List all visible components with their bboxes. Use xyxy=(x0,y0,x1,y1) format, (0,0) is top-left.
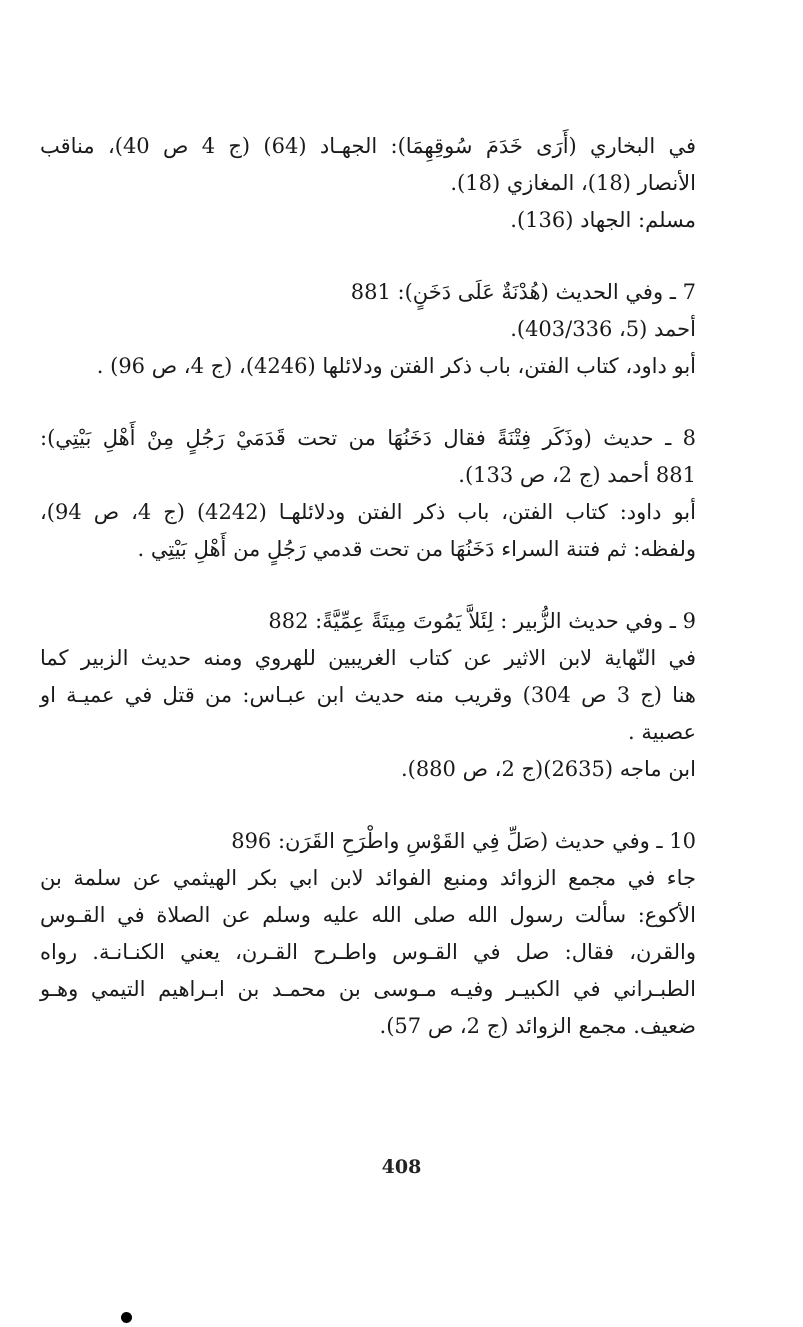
text-line: الأكوع: سألت رسول الله صلى الله عليه وسلم عن الصلاة في القـوس xyxy=(40,903,696,927)
text-line: 8 ـ حديث (وذَكَر فِتْنَةً فقال دَخَنُهَا من تحت قَدَمَيْ رَجُلٍ مِنْ أَهْلِ بَيْتِي): xyxy=(40,426,696,450)
text-line: في البخاري (أَرَى خَدَمَ سُوقِهِمَا): الجهـاد (64) (ج 4 ص 40)، مناقب xyxy=(40,134,697,158)
text-line: في النّهاية لابن الاثير عن كتاب الغريبين للهروي ومنه حديث الزبير كما xyxy=(40,646,696,670)
text-line: ضعيف. مجمع الزوائد (ج 2، ص 57). xyxy=(379,1014,696,1038)
text-line: 9 ـ وفي حديث الزُّبير : لِئَلاَّ يَمُوتَ مِيتَةً عِمِّيَّةً: 882 xyxy=(268,609,696,633)
text-line: أبو داود، كتاب الفتن، باب ذكر الفتن ودلائلها (4246)، (ج 4، ص 96) . xyxy=(96,354,696,378)
text-line: جاء في مجمع الزوائد ومنبع الفوائد لابن ابي بكر الهيثمي عن سلمة بن xyxy=(40,866,696,890)
entry-block-7 xyxy=(40,274,696,385)
text-line: 10 ـ وفي حديث (صَلِّ فِي القَوْسِ واطْرَحِ القَرَن: 896 xyxy=(231,829,696,853)
entry-block-1 xyxy=(40,128,696,239)
text-line: عصبية . xyxy=(627,720,696,744)
text-line: الطبـراني في الكبيـر وفيـه مـوسى بن محمـد بن ابـراهيم التيمي وهـو xyxy=(40,977,696,1001)
page-number: 408 xyxy=(381,1156,422,1178)
spacer xyxy=(40,568,696,603)
text-line: مسلم: الجهاد (136). xyxy=(510,208,696,232)
spacer xyxy=(40,385,696,420)
text-line: 881 أحمد (ج 2، ص 133). xyxy=(458,463,696,487)
text-line: أبو داود: كتاب الفتن، باب ذكر الفتن ودلائلهـا (4242) (ج 4، ص 94)، xyxy=(40,500,696,524)
text-line: أحمد (5، 403/336). xyxy=(510,317,696,341)
text-line: هنا (ج 3 ص 304) وقريب منه حديث ابن عبـاس: من قتل في عميـة او xyxy=(40,683,696,707)
spacer xyxy=(40,239,696,274)
text-line: والقرن، فقال: صل في القـوس واطـرح القـرن، يعني الكنـانـة. رواه xyxy=(40,940,696,964)
bullet-dot-mark xyxy=(121,1312,132,1323)
entry-block-9 xyxy=(40,603,696,788)
entry-block-10 xyxy=(40,823,696,1045)
text-line: ولفظه: ثم فتنة السراء دَخَنُهَا من تحت قدمي رَجُلٍ من أَهْلِ بَيْتِي . xyxy=(137,537,696,561)
spacer xyxy=(40,788,696,823)
entry-block-8 xyxy=(40,420,696,568)
text-line: ابن ماجه (2635)(ج 2، ص 880). xyxy=(400,757,696,781)
text-line: 7 ـ وفي الحديث (هُدْنَةٌ عَلَى دَخَنٍ): 881 xyxy=(350,280,696,304)
text-line: الأنصار (18)، المغازي (18). xyxy=(450,171,696,195)
page-body xyxy=(40,128,696,1045)
